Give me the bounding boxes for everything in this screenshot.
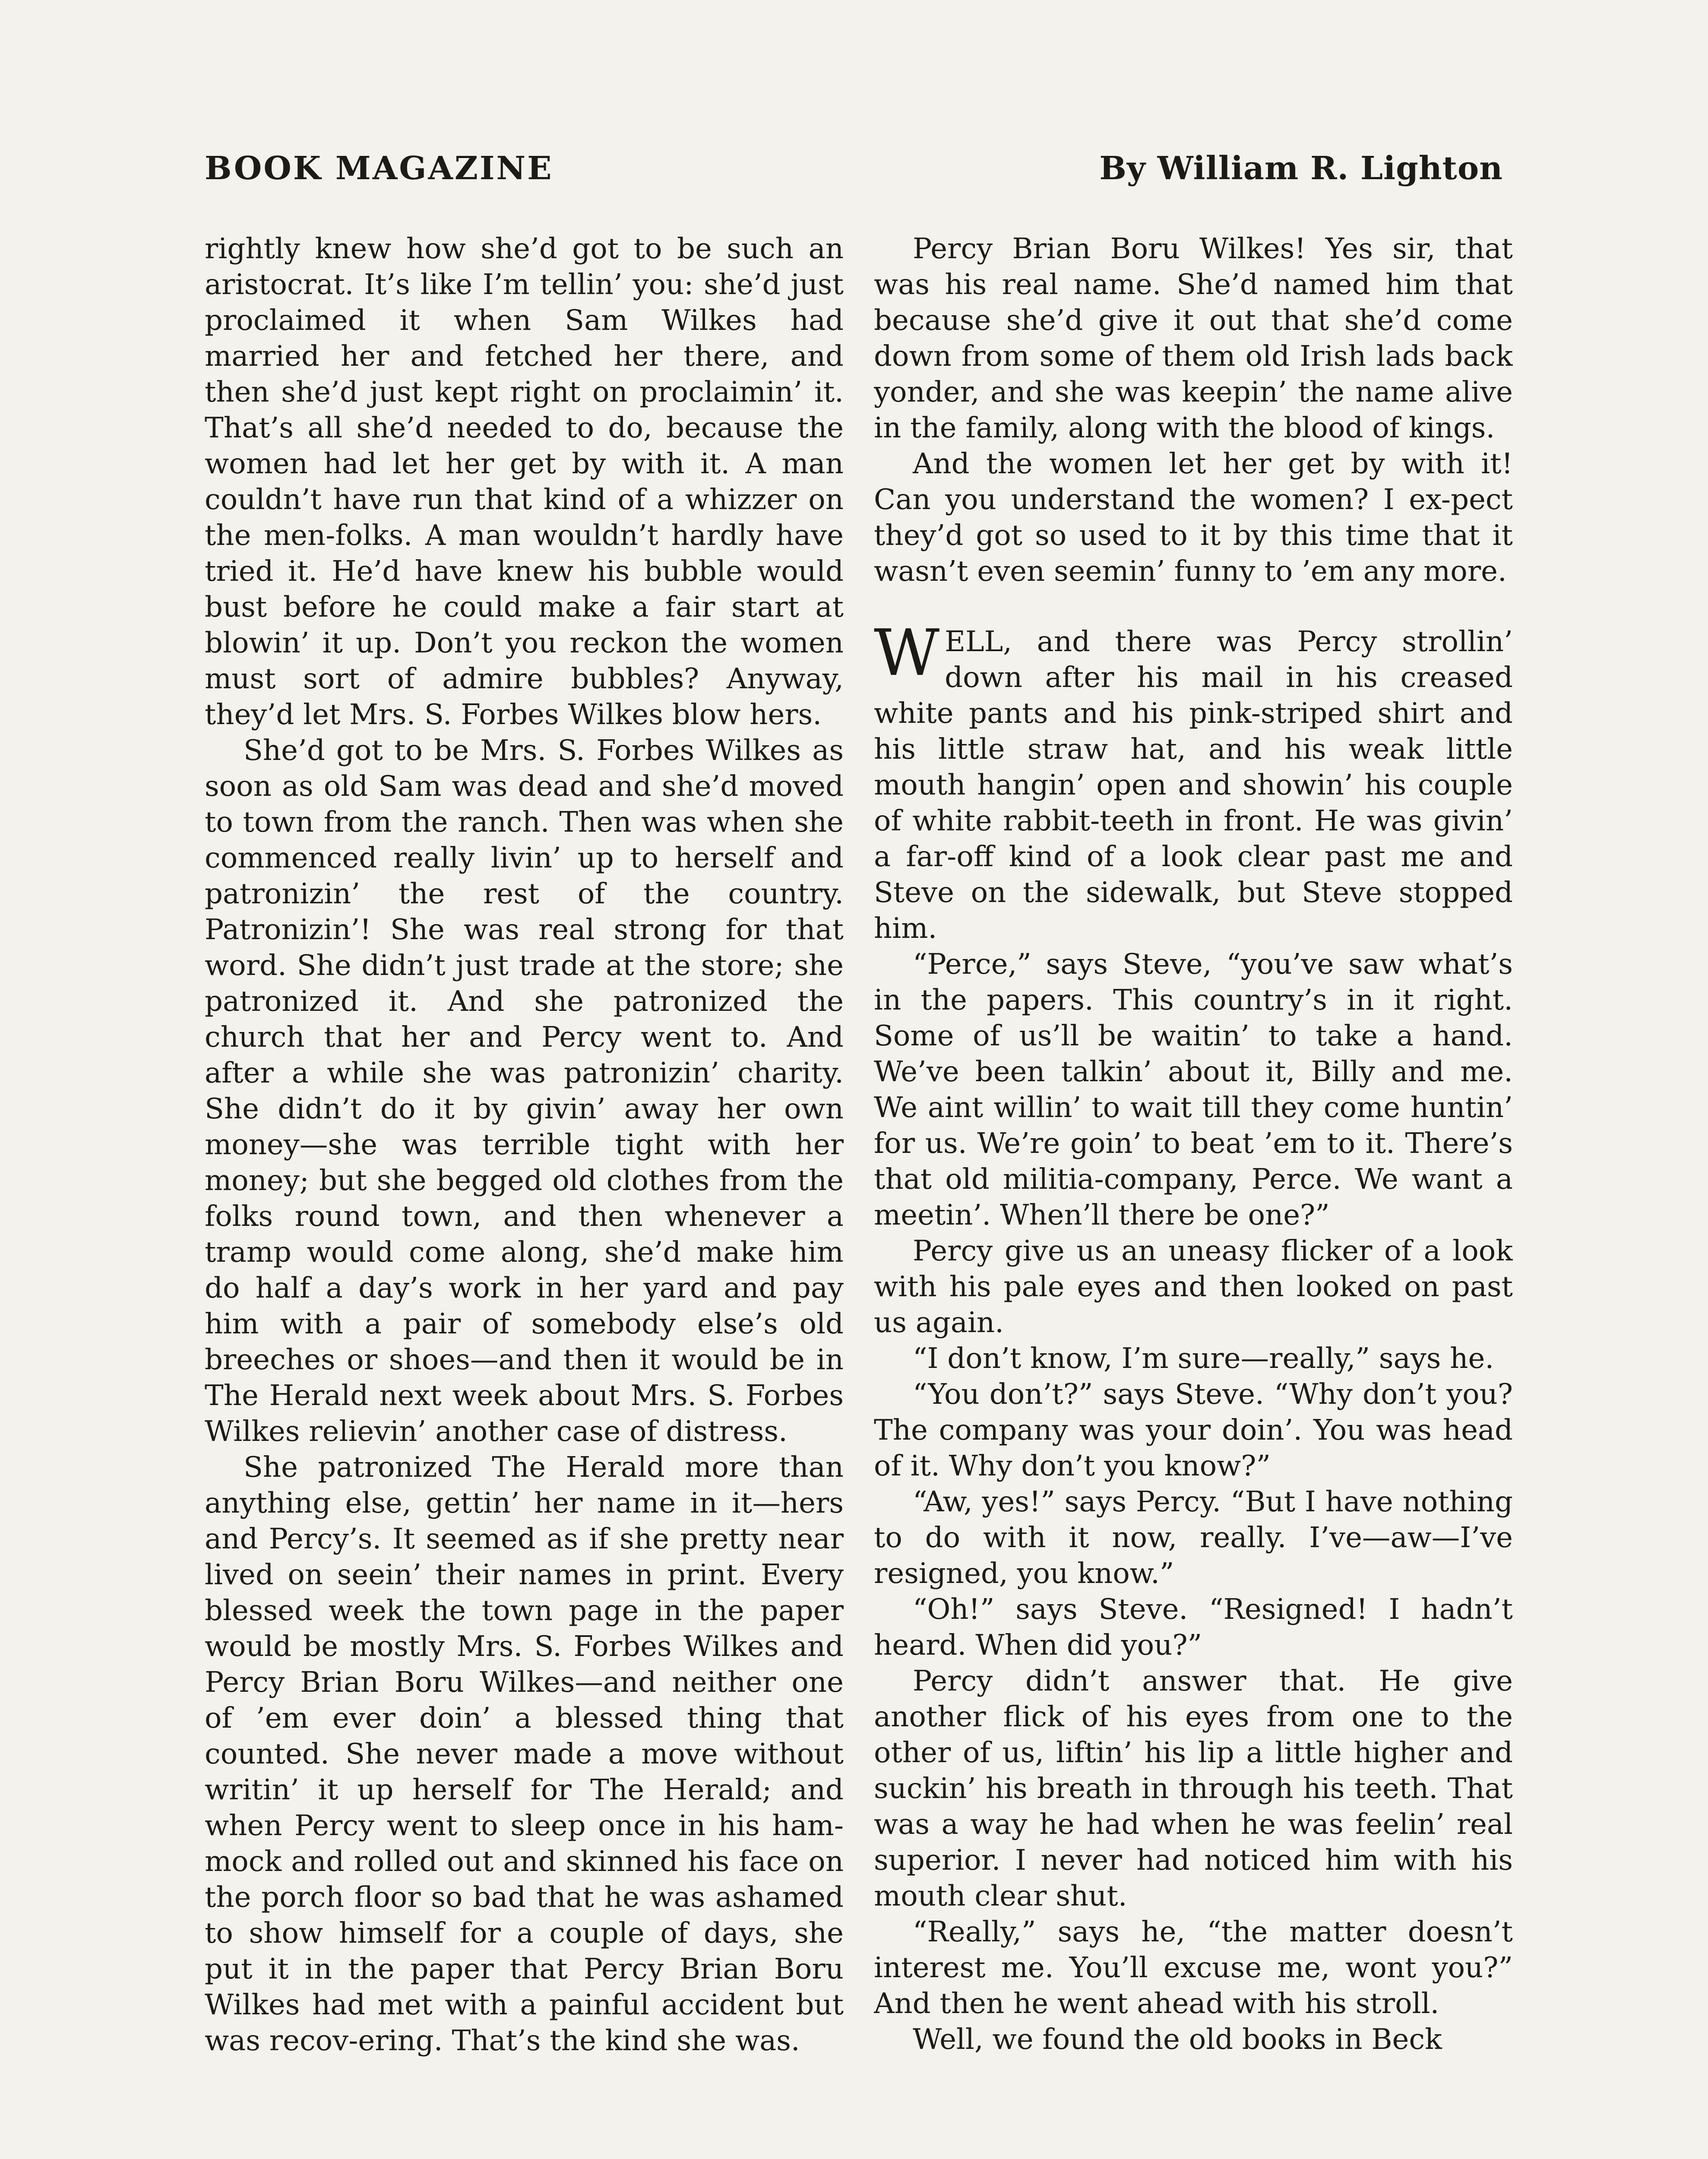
right-column	[874, 231, 1513, 2159]
paragraph: “I don’t know, I’m sure—really,” says he.	[913, 1342, 1494, 1375]
paragraph: rightly knew how she’d got to be such an aristocrat. It’s like I’m tellin’ you: she’d just proclaimed it when Sam Wilkes had married her and fetched her there, and then she’d just kept right on proclaimin’ it. That’s all she’d needed to do, because the women had let her get by with it. A man couldn’t have run that kind of a whizzer on the men-folks. A man wouldn’t hardly have tried it. He’d have knew his bubble would bust before he could make a fair start at blowin’ it up. Don’t you reckon the women must sort of admire bubbles? Anyway, they’d let Mrs. S. Forbes Wilkes blow hers.	[205, 232, 844, 731]
paragraph: “Oh!” says Steve. “Resigned! I hadn’t heard. When did you?”	[874, 1593, 1513, 1662]
paragraph: “Really,” says he, “the matter doesn’t interest me. You’ll excuse me, wont you?” And then he went ahead with his stroll.	[874, 1915, 1513, 2020]
magazine-title: BOOK MAGAZINE	[205, 150, 554, 187]
paragraph: She’d got to be Mrs. S. Forbes Wilkes as soon as old Sam was dead and she’d moved to town from the ranch. Then was when she commenced really livin’ up to herself and patronizin’ the rest of the country. Patronizin’! She was real strong for that word. She didn’t just trade at the store; she patronized it. And she patronized the church that her and Percy went to. And after a while she was patronizin’ charity. She didn’t do it by givin’ away her own money—she was terrible tight with her money; but she begged old clothes from the folks round town, and then whenever a tramp would come along, she’d make him do half a day’s work in her yard and pay him with a pair of somebody else’s old breeches or shoes—and then it would be in The Herald next week about Mrs. S. Forbes Wilkes relievin’ another case of distress.	[205, 734, 844, 1448]
running-header	[205, 142, 1503, 194]
author-byline: By William R. Lighton	[1099, 150, 1503, 187]
paragraph: “You don’t?” says Steve. “Why don’t you? The company was your doin’. You was head of it. Why don’t you know?”	[874, 1378, 1513, 1482]
left-column	[205, 231, 844, 2159]
section-opening-paragraph	[874, 616, 1513, 947]
paragraph: And the women let her get by with it! Can you understand the women? I ex-pect they’d got so used to it by this time that it wasn’t even seemin’ funny to ’em any more.	[874, 447, 1513, 588]
paragraph: “Aw, yes!” says Percy. “But I have nothing to do with it now, really. I’ve—aw—I’ve resigned, you know.”	[874, 1485, 1513, 1590]
paragraph-text: ELL, and there was Percy strollin’ down after his mail in his creased white pants and his pink-striped shirt and his little straw hat, and his weak little mouth hangin’ open and showin’ his couple of white rabbit-teeth in front. He was givin’ a far-off kind of a look clear past me and Steve on the sidewalk, but Steve stopped him.	[874, 625, 1513, 945]
paragraph: Percy didn’t answer that. He give another flick of his eyes from one to the other of us, liftin’ his lip a little higher and suckin’ his breath in through his teeth. That was a way he had when he was feelin’ real superior. I never had noticed him with his mouth clear shut.	[874, 1665, 1513, 1912]
paragraph: She patronized The Herald more than anything else, gettin’ her name in it—hers and Percy’s. It seemed as if she pretty near lived on seein’ their names in print. Every blessed week the town page in the paper would be mostly Mrs. S. Forbes Wilkes and Percy Brian Boru Wilkes—and neither one of ’em ever doin’ a blessed thing that counted. She never made a move without writin’ it up herself for The Herald; and when Percy went to sleep once in his ham-mock and rolled out and skinned his face on the porch floor so bad that he was ashamed to show himself for a couple of days, she put it in the paper that Percy Brian Boru Wilkes had met with a painful accident but was recov-ering. That’s the kind she was.	[205, 1451, 844, 2057]
paragraph: Well, we found the old books in Beck	[913, 2023, 1442, 2056]
paragraph: Percy Brian Boru Wilkes! Yes sir, that was his real name. She’d named him that because she’d give it out that she’d come down from some of them old Irish lads back yonder, and she was keepin’ the name alive in the family, along with the blood of kings.	[874, 232, 1513, 444]
paragraph: Percy give us an uneasy flicker of a look with his pale eyes and then looked on past us again.	[874, 1235, 1513, 1339]
drop-cap: W	[874, 616, 940, 690]
paragraph: “Perce,” says Steve, “you’ve saw what’s in the papers. This country’s in it right. Some of us’ll be waitin’ to take a hand. We’ve been talkin’ about it, Billy and me. We aint willin’ to wait till they come huntin’ for us. We’re goin’ to beat ’em to it. There’s that old militia-company, Perce. We want a meetin’. When’ll there be one?”	[874, 948, 1513, 1231]
